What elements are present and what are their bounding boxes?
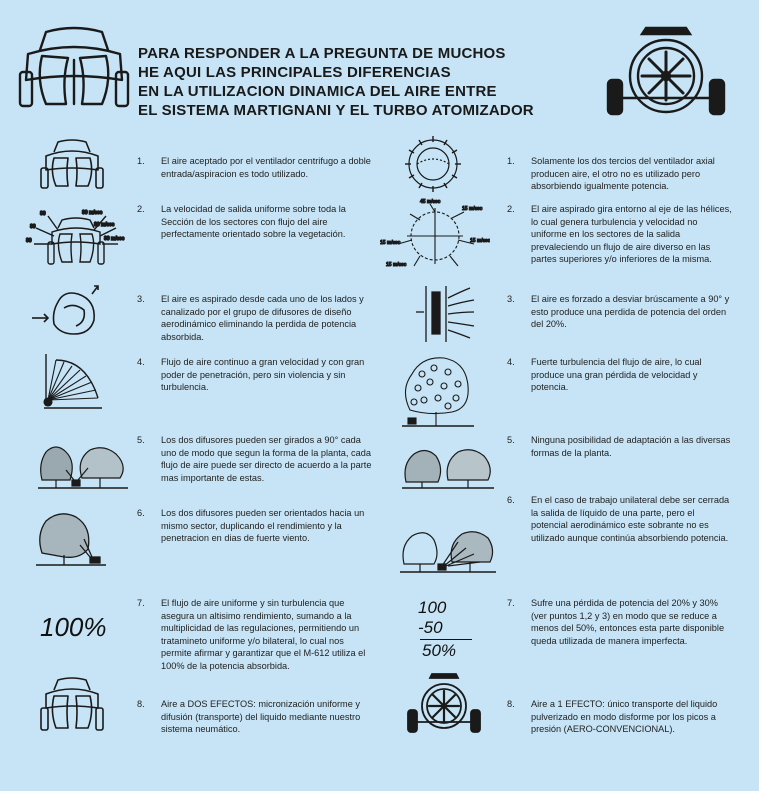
item-number: 4. [507,357,515,367]
item-number: 1. [137,156,145,166]
item-number: 2. [137,204,145,214]
page-title [138,44,558,120]
calc-sub: -50 [418,618,443,637]
item-text: Sufre una pérdida de potencia del 20% y 30% (ver puntos 1,2 y 3) en modo que se reduce a menos del 50%, entonces esta parte disponible queda utilizada de manera imperfecta. [531,598,725,646]
left-fig-1-sprayer [40,138,104,192]
title-line-4: EL SISTEMA MARTIGNANI Y EL TURBO ATOMIZADOR [138,102,534,119]
right-calc-figure [418,598,472,661]
calc-top: 100 [418,598,447,617]
item-text: Aire a 1 EFECTO: único transporte del liquido pulverizado en modo disforme por los picos a presión (AERO-CONVENCIONAL). [531,699,718,735]
item-text: En el caso de trabajo unilateral debe ser cerrada la salida de líquido de una parte, pero el potencial aerodinámico este sobrante no es utilizado aunque continúa absorbiendo potencia. [531,495,730,543]
item-text: Solamente los dos tercios del ventilador axial producen aire, el otro no es utilizado pero absorbiendo igualmente potencia. [531,156,715,192]
right-fig-4-turbulent-tree [400,350,476,430]
item-text: Flujo de aire continuo a gran velocidad y con gran poder de penetración, pero sin violencia y sin turbulencia. [161,357,365,393]
item-number: 4. [137,357,145,367]
speed-label: 80 m/sec [82,210,103,216]
speed-label: 80 [30,224,36,230]
right-fig-1-fan-ring [398,134,468,194]
speed-label: 80 m/sec [94,222,115,228]
item-text: Ninguna posibilidad de adaptación a las diversas formas de la planta. [531,435,731,458]
right-fig-5-trees [400,436,496,492]
item-number: 3. [137,294,145,304]
left-fig-4-airflow-fan [36,350,106,412]
item-number: 2. [507,204,515,214]
item-number: 5. [507,435,515,445]
speed-label: 80 m/sec [104,236,125,242]
item-text: Los dos difusores pueden ser girados a 90° cada uno de modo que segun la forma de la planta, cada flujo de aire puede ser directo de acuerdo a la parte mas importante de estas. [161,435,372,483]
calc-result: 50% [422,641,457,660]
title-line-1: PARA RESPONDER A LA PREGUNTA DE MUCHOS [138,45,506,62]
header-sprayer-illustration [18,20,130,116]
speed-label: 45 m/sec [420,199,441,205]
item-text: Los dos difusores pueden ser orientados hacia un mismo sector, duplicando el rendimiento y la penetracion en dias de fuerte viento. [161,508,365,544]
speed-label: 15 m/sec [386,262,407,268]
item-text: Fuerte turbulencia del flujo de aire, lo cual produce una gran pérdida de velocidad y potencia. [531,357,702,393]
item-text: El aire es forzado a desviar brúscamente a 90° y esto produce una perdida de potencia del orden del 20%. [531,294,730,330]
left-percent-figure: 100% [40,612,107,642]
left-fig-6-tree [34,505,108,569]
item-number: 6. [507,495,515,505]
left-fig-8-sprayer [40,676,104,734]
item-number: 7. [507,598,515,608]
item-number: 6. [137,508,145,518]
speed-label: 15 m/sec [462,206,483,212]
speed-label: 80 [40,211,46,217]
item-text: La velocidad de salida uniforme sobre toda la Sección de los sectores con flujo del aire perfectamente orientado sobre la vegetación. [161,204,346,240]
title-line-2: HE AQUI LAS PRINCIPALES DIFERENCIAS [138,64,451,81]
right-fig-2-speed-diagram [380,196,490,276]
right-fig-3-deflector [412,282,478,346]
item-number: 5. [137,435,145,445]
item-number: 8. [507,699,515,709]
left-fig-3-diffuser [30,284,110,340]
item-text: El aire aceptado por el ventilador centrifugo a doble entrada/aspiracion es todo utilizado. [161,156,371,179]
speed-label: 80 [26,238,32,244]
calc-rule [420,639,472,640]
item-number: 8. [137,699,145,709]
right-fig-8-axial-fan [406,670,482,736]
item-number: 7. [137,598,145,608]
header-axial-fan-illustration [606,20,726,120]
item-text: El flujo de aire uniforme y sin turbulencia que asegura un altisimo rendimiento, sumando a la multiplicidad de las regulaciones, permitiendo un tratamineto uniforme y/o bilateral, lo cual nos permite afirmar y garantizar que el M-612 utiliza el 100% de la potencia absorbida. [161,598,366,671]
item-text: Aire a DOS EFECTOS: micronización uniforme y difusión (transporte) del liquido mediante nuestro sistema neumático. [161,699,361,735]
item-text: El aire aspirado gira entorno al eje de las hélices, lo cual genera turbulencia y velocidad no uniforme en los sectores de la salida prevaleciendo un flujo de aire diverso en las partes superiores y/o inferiores de la misma. [531,204,732,265]
left-fig-2-speed-diagram [24,206,128,270]
item-text: El aire es aspirado desde cada uno de los lados y canalizado por el grupo de difusores de diseño aerodinámico eliminando la perdida de potencia absorbida. [161,294,364,342]
right-fig-6-unilateral [398,520,498,578]
speed-label: 15 m/sec [380,240,401,246]
title-line-3: EN LA UTILIZACION DINAMICA DEL AIRE ENTRE [138,83,497,100]
speed-label: 15 m/sec [470,238,490,244]
item-number: 1. [507,156,515,166]
item-number: 3. [507,294,515,304]
left-fig-5-trees [36,430,130,492]
